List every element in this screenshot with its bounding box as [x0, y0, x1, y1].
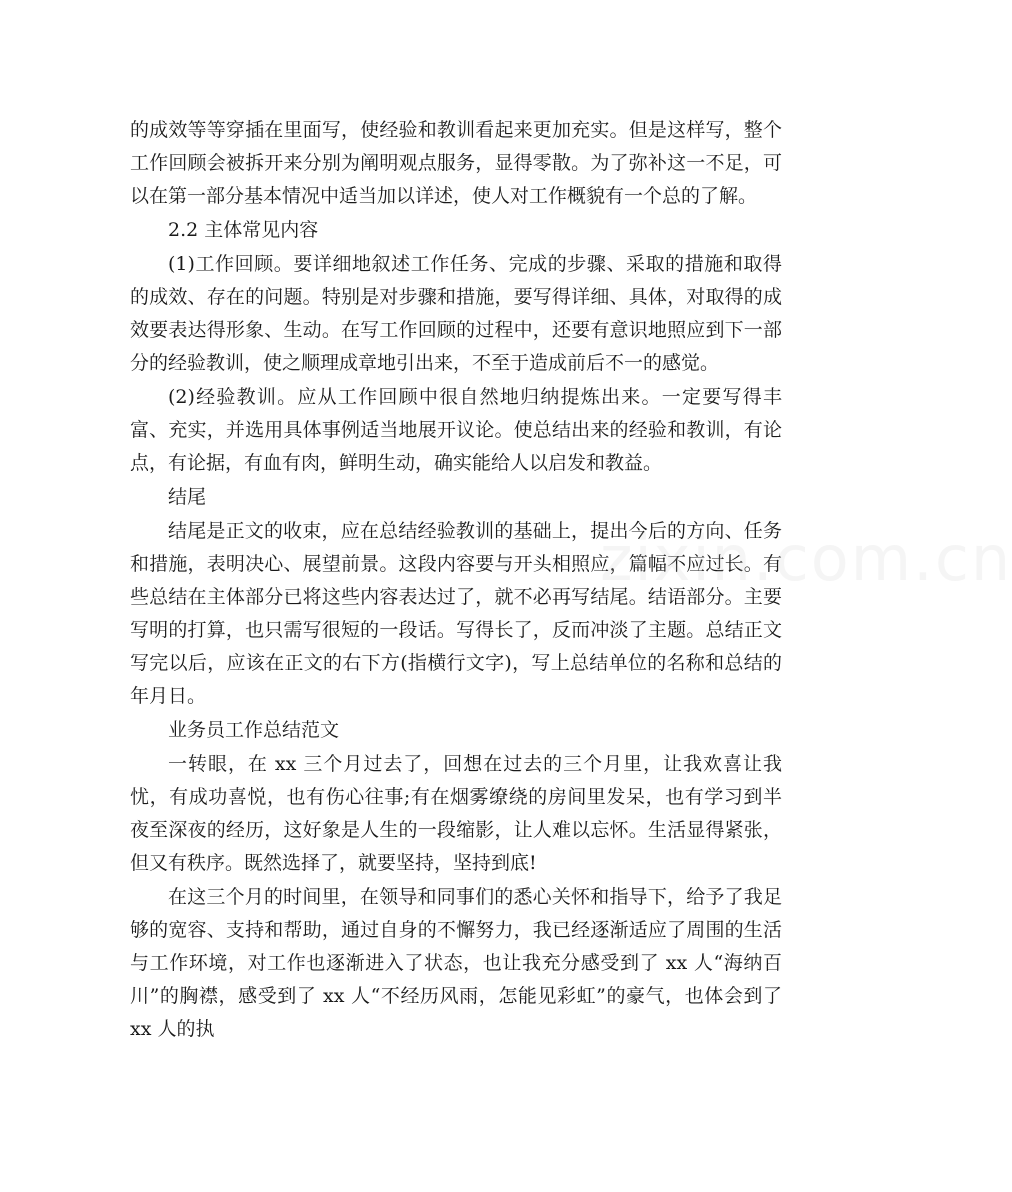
paragraph-sample-1: 一转眼，在 xx 三个月过去了，回想在过去的三个月里，让我欢喜让我忧，有成功喜悦，也有伤心往事;有在烟雾缭绕的房间里发呆，也有学习到半夜至深夜的经历，这好象是人生的一段缩影，让人难以忘怀。生活显得紧张，但又有秩序。既然选择了，就要坚持，坚持到底!	[130, 753, 782, 874]
document-body	[130, 114, 782, 1047]
paragraph-work-review: (1)工作回顾。要详细地叙述工作任务、完成的步骤、采取的措施和取得的成效、存在的问题。特别是对步骤和措施，要写得详细、具体，对取得的成效要表达得形象、生动。在写工作回顾的过程中，还要有意识地照应到下一部分的经验教训，使之顺理成章地引出来，不至于造成前后不一的感觉。	[130, 253, 782, 374]
paragraph-continued: 的成效等等穿插在里面写，使经验和教训看起来更加充实。但是这样写，整个工作回顾会被拆开来分别为阐明观点服务，显得零散。为了弥补这一不足，可以在第一部分基本情况中适当加以详述，使人对工作概貌有一个总的了解。	[130, 119, 782, 207]
section-heading-sample: 业务员工作总结范文	[168, 719, 340, 741]
paragraph-sample-2: 在这三个月的时间里，在领导和同事们的悉心关怀和指导下，给予了我足够的宽容、支持和帮助，通过自身的不懈努力，我已经逐渐适应了周围的生活与工作环境，对工作也逐渐进入了状态，也让我充分感受到了 xx 人“海纳百川”的胸襟，感受到了 xx 人“不经历风雨，怎能见彩虹”的豪气，也体会到了 xx 人的执	[130, 886, 782, 1040]
watermark: zixin.com.cn	[600, 522, 1012, 595]
section-heading-ending: 结尾	[168, 486, 207, 508]
paragraph-lessons: (2)经验教训。应从工作回顾中很自然地归纳提炼出来。一定要写得丰富、充实，并选用具体事例适当地展开议论。使总结出来的经验和教训，有论点，有论据，有血有肉，鲜明生动，确实能给人以启发和教益。	[130, 386, 782, 474]
section-heading-main-content: 2.2 主体常见内容	[168, 219, 319, 241]
paragraph-ending: 结尾是正文的收束，应在总结经验教训的基础上，提出今后的方向、任务和措施，表明决心、展望前景。这段内容要与开头相照应，篇幅不应过长。有些总结在主体部分已将这些内容表达过了，就不必再写结尾。结语部分。主要写明的打算，也只需写很短的一段话。写得长了，反而冲淡了主题。总结正文写完以后，应该在正文的右下方(指横行文字)，写上总结单位的名称和总结的年月日。	[130, 520, 782, 707]
